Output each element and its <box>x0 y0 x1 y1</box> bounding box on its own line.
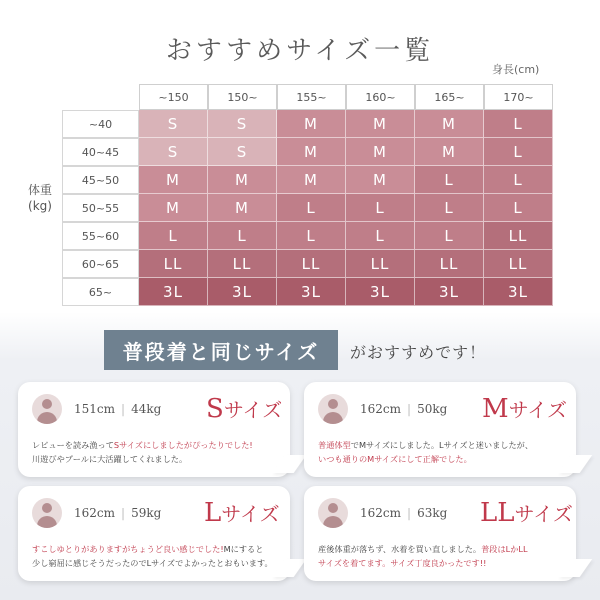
size-cell: LL <box>139 250 208 278</box>
size-suffix: サイズ <box>508 398 568 422</box>
review-comment <box>32 542 282 570</box>
size-cell: L <box>277 194 346 222</box>
size-cell: L <box>208 222 277 250</box>
review-card-m <box>304 382 576 477</box>
weight-label-text: 体重 <box>27 183 52 197</box>
size-cell: LL <box>208 250 277 278</box>
height-unit-label: 身長(cm) <box>492 63 540 76</box>
size-cell: L <box>484 110 553 138</box>
size-suffix: サイズ <box>514 502 573 526</box>
size-cell: M <box>277 166 346 194</box>
weight-axis-label <box>18 182 62 214</box>
size-cell: LL <box>415 250 484 278</box>
size-letter: M <box>482 394 509 424</box>
size-cell: 3L <box>415 278 484 306</box>
size-cell: S <box>208 138 277 166</box>
size-cell: LL <box>346 250 415 278</box>
size-letter: L <box>204 498 222 528</box>
review-stats: 162cm | 50kg <box>360 402 448 416</box>
comment-highlight: いつも通りのMサイズにして正解でした。 <box>318 454 472 464</box>
size-suffix: サイズ <box>221 502 280 526</box>
comment-highlight: サイズを着てます。サイズ丁度良かったです!! <box>318 558 487 568</box>
comment-text: でMサイズにしました。Lサイズと迷いましたが、 <box>350 440 534 450</box>
size-cell: S <box>208 110 277 138</box>
height-header: 160~ <box>346 84 415 110</box>
review-card-ll <box>304 486 576 581</box>
size-cell: M <box>208 166 277 194</box>
size-cell: S <box>139 138 208 166</box>
review-height: 162cm <box>360 506 402 520</box>
size-cell: M <box>139 166 208 194</box>
weight-row-label: 55~60 <box>62 222 139 250</box>
size-cell: L <box>484 166 553 194</box>
weight-row-label: 40~45 <box>62 138 139 166</box>
review-size-name <box>480 498 573 528</box>
size-cell: S <box>139 110 208 138</box>
review-size-name <box>204 498 280 528</box>
size-cell: 3L <box>208 278 277 306</box>
size-cell: L <box>139 222 208 250</box>
weight-row-label: 60~65 <box>62 250 139 278</box>
size-cell: L <box>484 138 553 166</box>
comment-highlight: 普通体型 <box>318 440 351 450</box>
size-cell: LL <box>484 250 553 278</box>
comment-text: レビューを読み漁って <box>32 440 114 450</box>
size-cell: LL <box>484 222 553 250</box>
review-stats: 162cm | 59kg <box>74 506 162 520</box>
review-weight: 63kg <box>417 506 448 520</box>
height-header: 155~ <box>277 84 346 110</box>
comment-text: Mにすると <box>223 544 264 554</box>
review-size-name <box>206 394 282 424</box>
size-cell: 3L <box>139 278 208 306</box>
comment-text: 産後体重が落ちず、水着を買い直しました。 <box>318 544 482 554</box>
height-header: 165~ <box>415 84 484 110</box>
weight-row-label: 45~50 <box>62 166 139 194</box>
size-cell: 3L <box>277 278 346 306</box>
review-card-s <box>18 382 290 477</box>
size-letter: LL <box>480 498 515 528</box>
height-header: 170~ <box>484 84 553 110</box>
weight-row-label: 65~ <box>62 278 139 306</box>
comment-highlight: Sサイズにしましたがぴったりでした! <box>113 440 253 450</box>
size-cell: M <box>139 194 208 222</box>
comment-highlight: すこしゆとりがありますがちょうど良い感じでした! <box>32 544 224 554</box>
review-stats: 162cm | 63kg <box>360 506 448 520</box>
size-cell: L <box>277 222 346 250</box>
comment-highlight: 普段はLかLL <box>481 544 528 554</box>
weight-row-label: 50~55 <box>62 194 139 222</box>
size-letter: S <box>206 394 224 424</box>
size-cell: LL <box>277 250 346 278</box>
size-cell: 3L <box>484 278 553 306</box>
comment-text: 川遊びやプールに大活躍してくれました。 <box>32 454 188 464</box>
size-cell: L <box>346 222 415 250</box>
size-cell: M <box>346 138 415 166</box>
page-title: おすすめサイズ一覧 <box>165 36 435 66</box>
size-cell: 3L <box>346 278 415 306</box>
size-cell: L <box>415 194 484 222</box>
recommend-banner: 普段着と同じサイズ <box>104 330 338 370</box>
review-comment <box>32 438 282 466</box>
review-comment <box>318 542 568 570</box>
height-header: 150~ <box>208 84 277 110</box>
review-stats: 151cm | 44kg <box>74 402 162 416</box>
review-size-name <box>482 394 567 424</box>
height-header: ~150 <box>139 84 208 110</box>
size-cell: M <box>208 194 277 222</box>
review-height: 162cm <box>74 506 116 520</box>
size-cell: L <box>346 194 415 222</box>
review-height: 151cm <box>74 402 116 416</box>
review-comment <box>318 438 568 466</box>
review-weight: 50kg <box>417 402 448 416</box>
avatar <box>32 394 62 424</box>
avatar <box>318 498 348 528</box>
comment-text: 少し窮屈に感じそうだったのでLサイズでよかったとおもいます。 <box>32 558 273 568</box>
recommend-banner-tail: がおすすめです！ <box>350 343 487 362</box>
size-cell: M <box>415 138 484 166</box>
size-cell: L <box>415 222 484 250</box>
size-cell: M <box>415 110 484 138</box>
size-cell: M <box>346 110 415 138</box>
size-cell: M <box>277 138 346 166</box>
review-weight: 44kg <box>131 402 162 416</box>
weight-row-label: ~40 <box>62 110 139 138</box>
review-height: 162cm <box>360 402 402 416</box>
review-weight: 59kg <box>131 506 162 520</box>
size-cell: L <box>415 166 484 194</box>
avatar <box>318 394 348 424</box>
avatar <box>32 498 62 528</box>
size-cell: L <box>484 194 553 222</box>
review-card-l <box>18 486 290 581</box>
size-suffix: サイズ <box>223 398 283 422</box>
size-cell: M <box>346 166 415 194</box>
size-cell: M <box>277 110 346 138</box>
weight-unit-text: (kg) <box>28 199 52 213</box>
